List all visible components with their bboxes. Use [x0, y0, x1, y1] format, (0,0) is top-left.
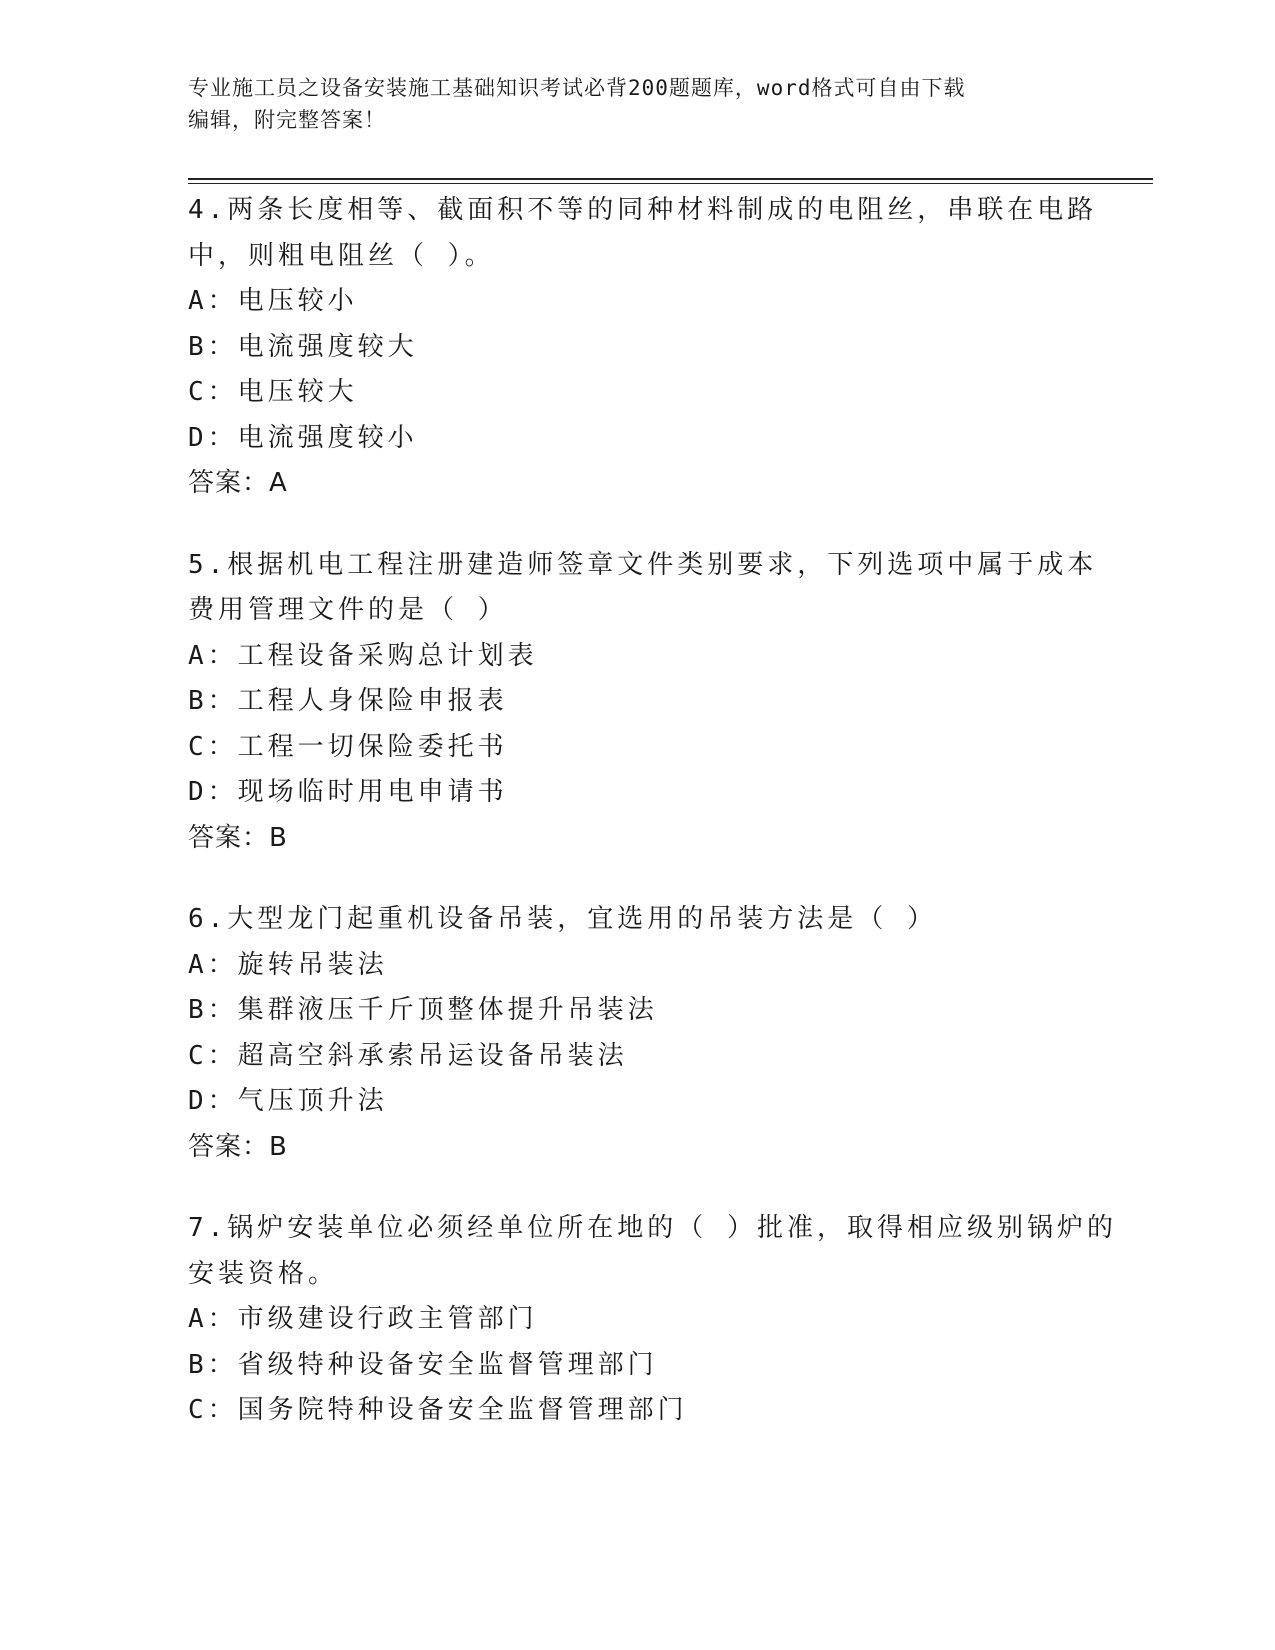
- question-stem: 费用管理文件的是（ ）: [188, 595, 508, 625]
- option-c: C：电压较大: [188, 377, 358, 407]
- question-stem: 5.根据机电工程注册建造师签章文件类别要求，下列选项中属于成本: [188, 549, 1098, 580]
- option-a: A：工程设备采购总计划表: [188, 640, 538, 671]
- answer-line: 答案：B: [188, 1131, 288, 1162]
- header-divider-thick: [188, 178, 1153, 180]
- option-c: C：工程一切保险委托书: [188, 731, 508, 762]
- option-a: A：电压较小: [188, 286, 358, 316]
- answer-line: 答案：B: [188, 822, 288, 853]
- option-d: D：电流强度较小: [188, 422, 418, 453]
- option-c: C：国务院特种设备安全监督管理部门: [188, 1395, 688, 1425]
- option-a: A：市级建设行政主管部门: [188, 1304, 538, 1334]
- option-b: B：集群液压千斤顶整体提升吊装法: [188, 995, 658, 1025]
- document-header: [188, 72, 1088, 136]
- option-b: B：工程人身保险申报表: [188, 686, 508, 716]
- header-line-1: 专业施工员之设备安装施工基础知识考试必背200题题库，word格式可自由下载: [188, 76, 966, 100]
- question-stem: 中，则粗电阻丝（ ）。: [188, 240, 495, 271]
- question-list: [188, 188, 1117, 1470]
- option-c: C：超高空斜承索吊运设备吊装法: [188, 1040, 628, 1071]
- option-b: B：电流强度较大: [188, 331, 418, 362]
- question-stem: 安装资格。: [188, 1258, 339, 1289]
- option-d: D：气压顶升法: [188, 1086, 388, 1116]
- header-divider-thin: [188, 183, 1153, 184]
- option-b: B：省级特种设备安全监督管理部门: [188, 1349, 658, 1380]
- option-a: A：旋转吊装法: [188, 949, 388, 980]
- question-7: [188, 1206, 1117, 1434]
- question-stem: 6.大型龙门起重机设备吊装，宜选用的吊装方法是（ ）: [188, 904, 937, 934]
- answer-line: 答案：A: [188, 468, 288, 498]
- question-5: [188, 543, 1098, 862]
- question-6: [188, 897, 1088, 1170]
- question-stem: 7.锅炉安装单位必须经单位所在地的（ ）批准，取得相应级别锅炉的: [188, 1213, 1117, 1243]
- option-d: D：现场临时用电申请书: [188, 777, 508, 807]
- header-line-2: 编辑，附完整答案！: [188, 108, 386, 132]
- question-stem: 4.两条长度相等、截面积不等的同种材料制成的电阻丝，串联在电路: [188, 195, 1098, 225]
- question-4: [188, 188, 1098, 507]
